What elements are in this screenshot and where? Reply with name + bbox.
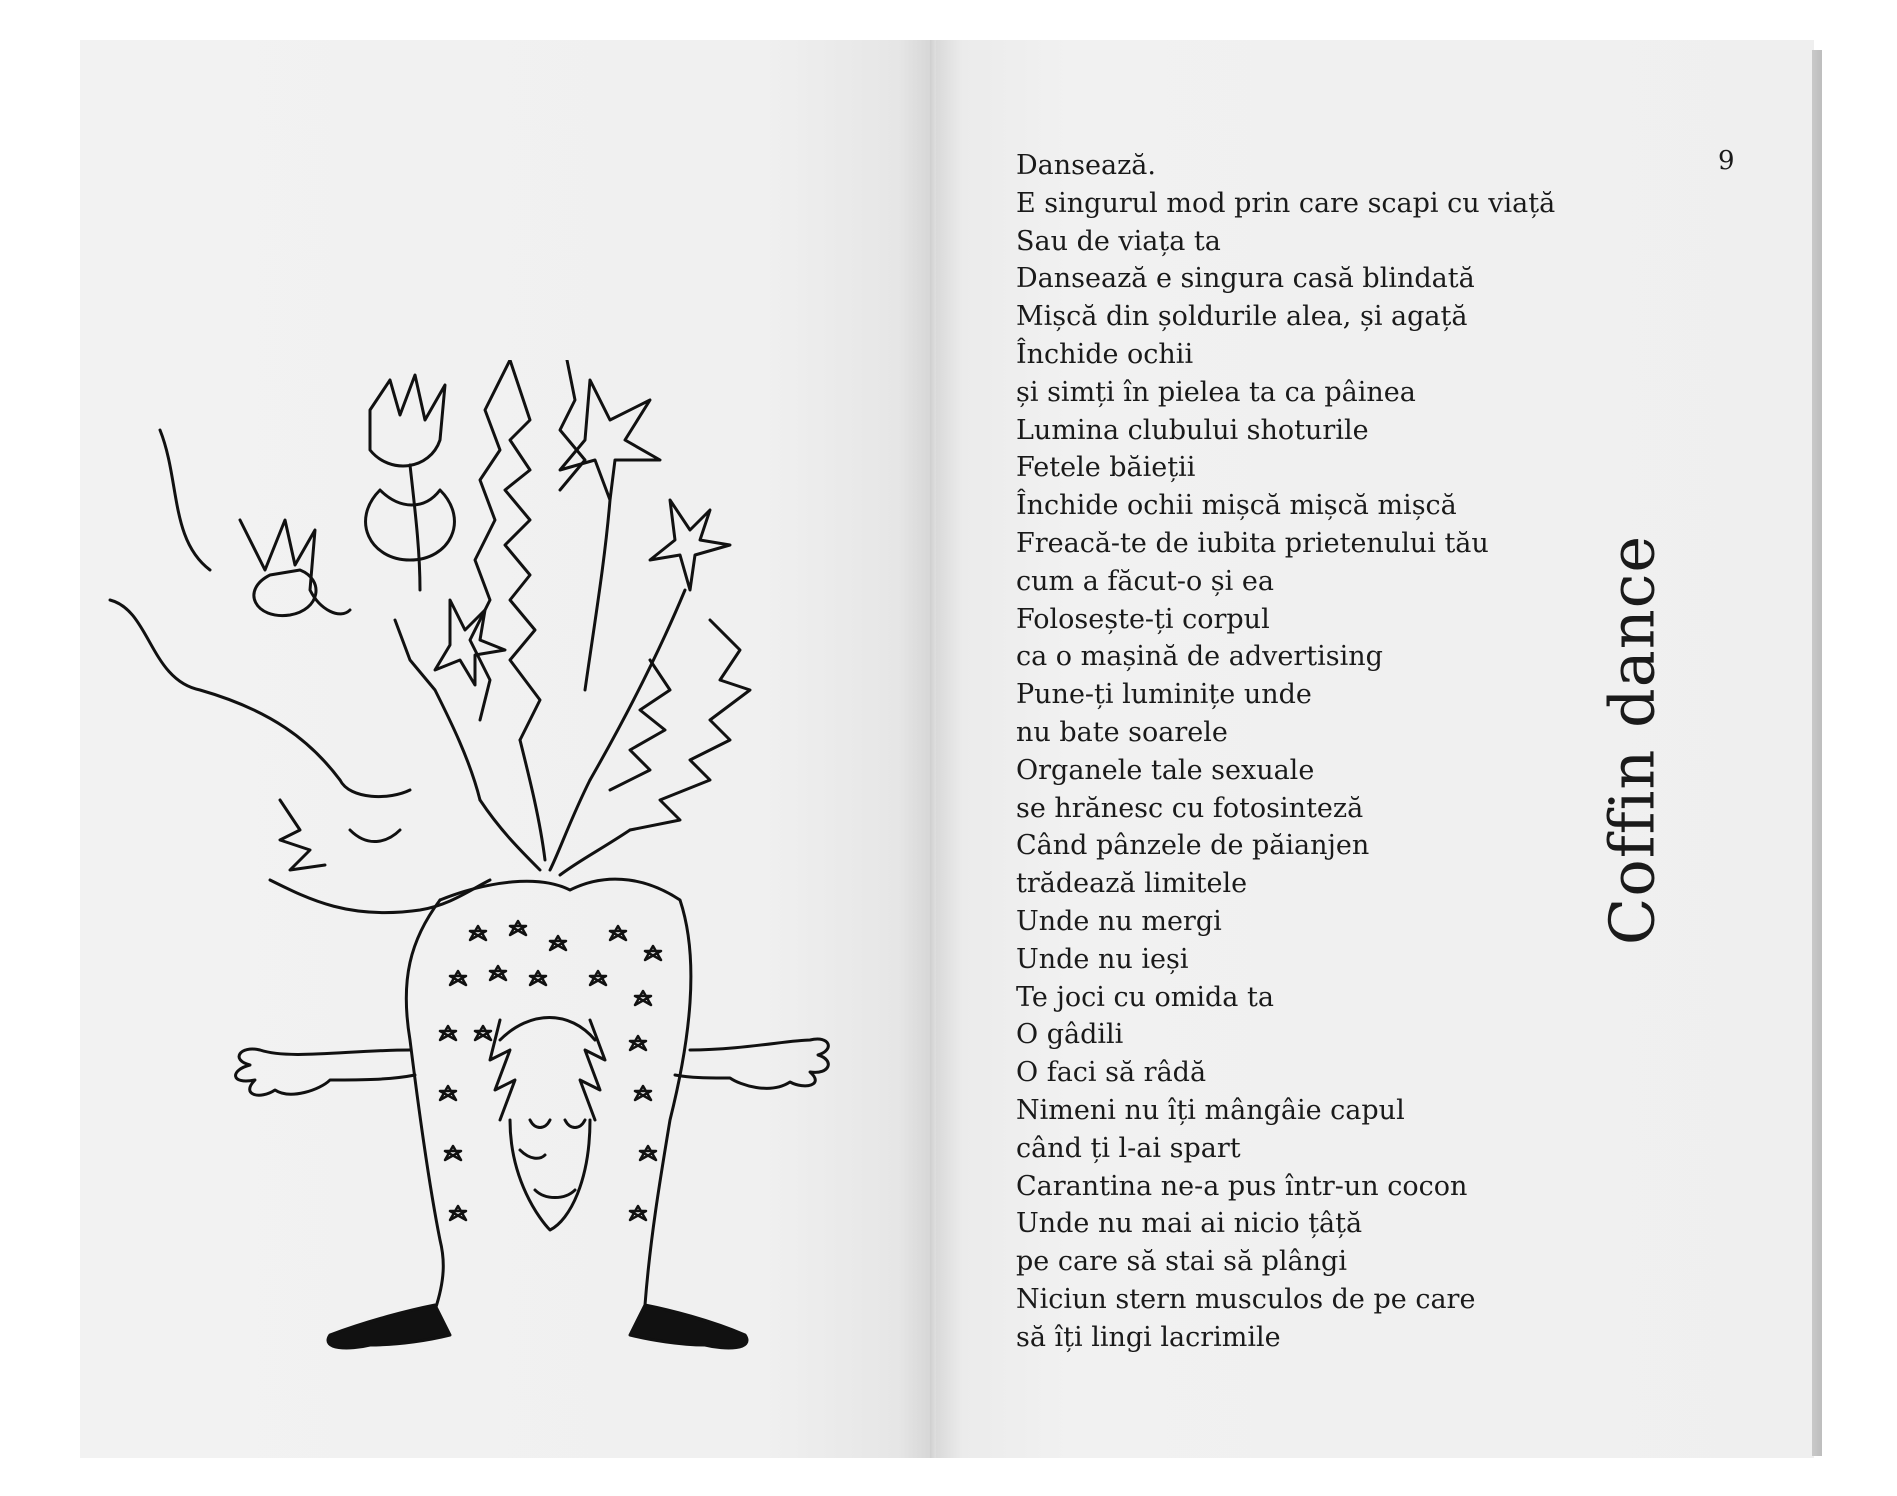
poem-line: O gâdili xyxy=(1016,1019,1124,1051)
poem-line: Lumina clubului shoturile xyxy=(1016,414,1369,446)
ink-drawing-illustration-icon xyxy=(90,360,870,1380)
poem-line: E singurul mod prin care scapi cu viață xyxy=(1016,187,1556,219)
poem-line: trădează limitele xyxy=(1016,868,1248,900)
poem-line: Unde nu ieși xyxy=(1016,943,1189,975)
poem-text xyxy=(1016,147,1555,1357)
page-stack-edge xyxy=(1812,50,1822,1456)
poem-line: pe care să stai să plângi xyxy=(1016,1246,1347,1278)
poem-line: O faci să râdă xyxy=(1016,1057,1207,1089)
poem-line: Te joci cu omida ta xyxy=(1016,981,1274,1013)
poem-line: când ți l-ai spart xyxy=(1016,1132,1241,1164)
poem-line: Sau de viața ta xyxy=(1016,225,1221,257)
poem-line: Unde nu mai ai nicio țâță xyxy=(1016,1208,1363,1240)
poem-title: Coffin dance xyxy=(1595,534,1669,946)
poem-line: Când pânzele de păianjen xyxy=(1016,830,1370,862)
poem-line: Niciun stern musculos de pe care xyxy=(1016,1283,1476,1315)
poem-line: Dansează. xyxy=(1016,150,1156,181)
poem-line: Carantina ne-a pus într-un cocon xyxy=(1016,1170,1468,1202)
poem-line: Nimeni nu îți mângâie capul xyxy=(1016,1094,1405,1126)
poem-line: Închide ochii xyxy=(1016,338,1194,370)
poem-line: Închide ochii mișcă mișcă mișcă xyxy=(1016,490,1457,522)
poem-line: Dansează e singura casă blindată xyxy=(1016,263,1475,295)
poem-line: nu bate soarele xyxy=(1016,716,1228,748)
poem-line: ca o mașină de advertising xyxy=(1016,641,1383,673)
poem-line: Pune-ți luminițe unde xyxy=(1016,679,1312,711)
poem-line: Organele tale sexuale xyxy=(1016,754,1315,786)
poem-line: se hrănesc cu fotosinteză xyxy=(1016,792,1364,824)
poem-line: cum a făcut-o și ea xyxy=(1016,565,1274,597)
poem-line: Mișcă din șoldurile alea, și agață xyxy=(1016,301,1468,333)
poem-line: Folosește-ți corpul xyxy=(1016,603,1270,635)
poem-line: Fetele băieții xyxy=(1016,452,1196,484)
poem-line: și simți în pielea ta ca pâinea xyxy=(1016,376,1416,408)
poem-line: Freacă-te de iubita prietenului tău xyxy=(1016,527,1489,559)
page-number: 9 xyxy=(1718,146,1735,176)
poem-line: Unde nu mergi xyxy=(1016,905,1222,937)
poem-line: să îți lingi lacrimile xyxy=(1016,1321,1281,1353)
